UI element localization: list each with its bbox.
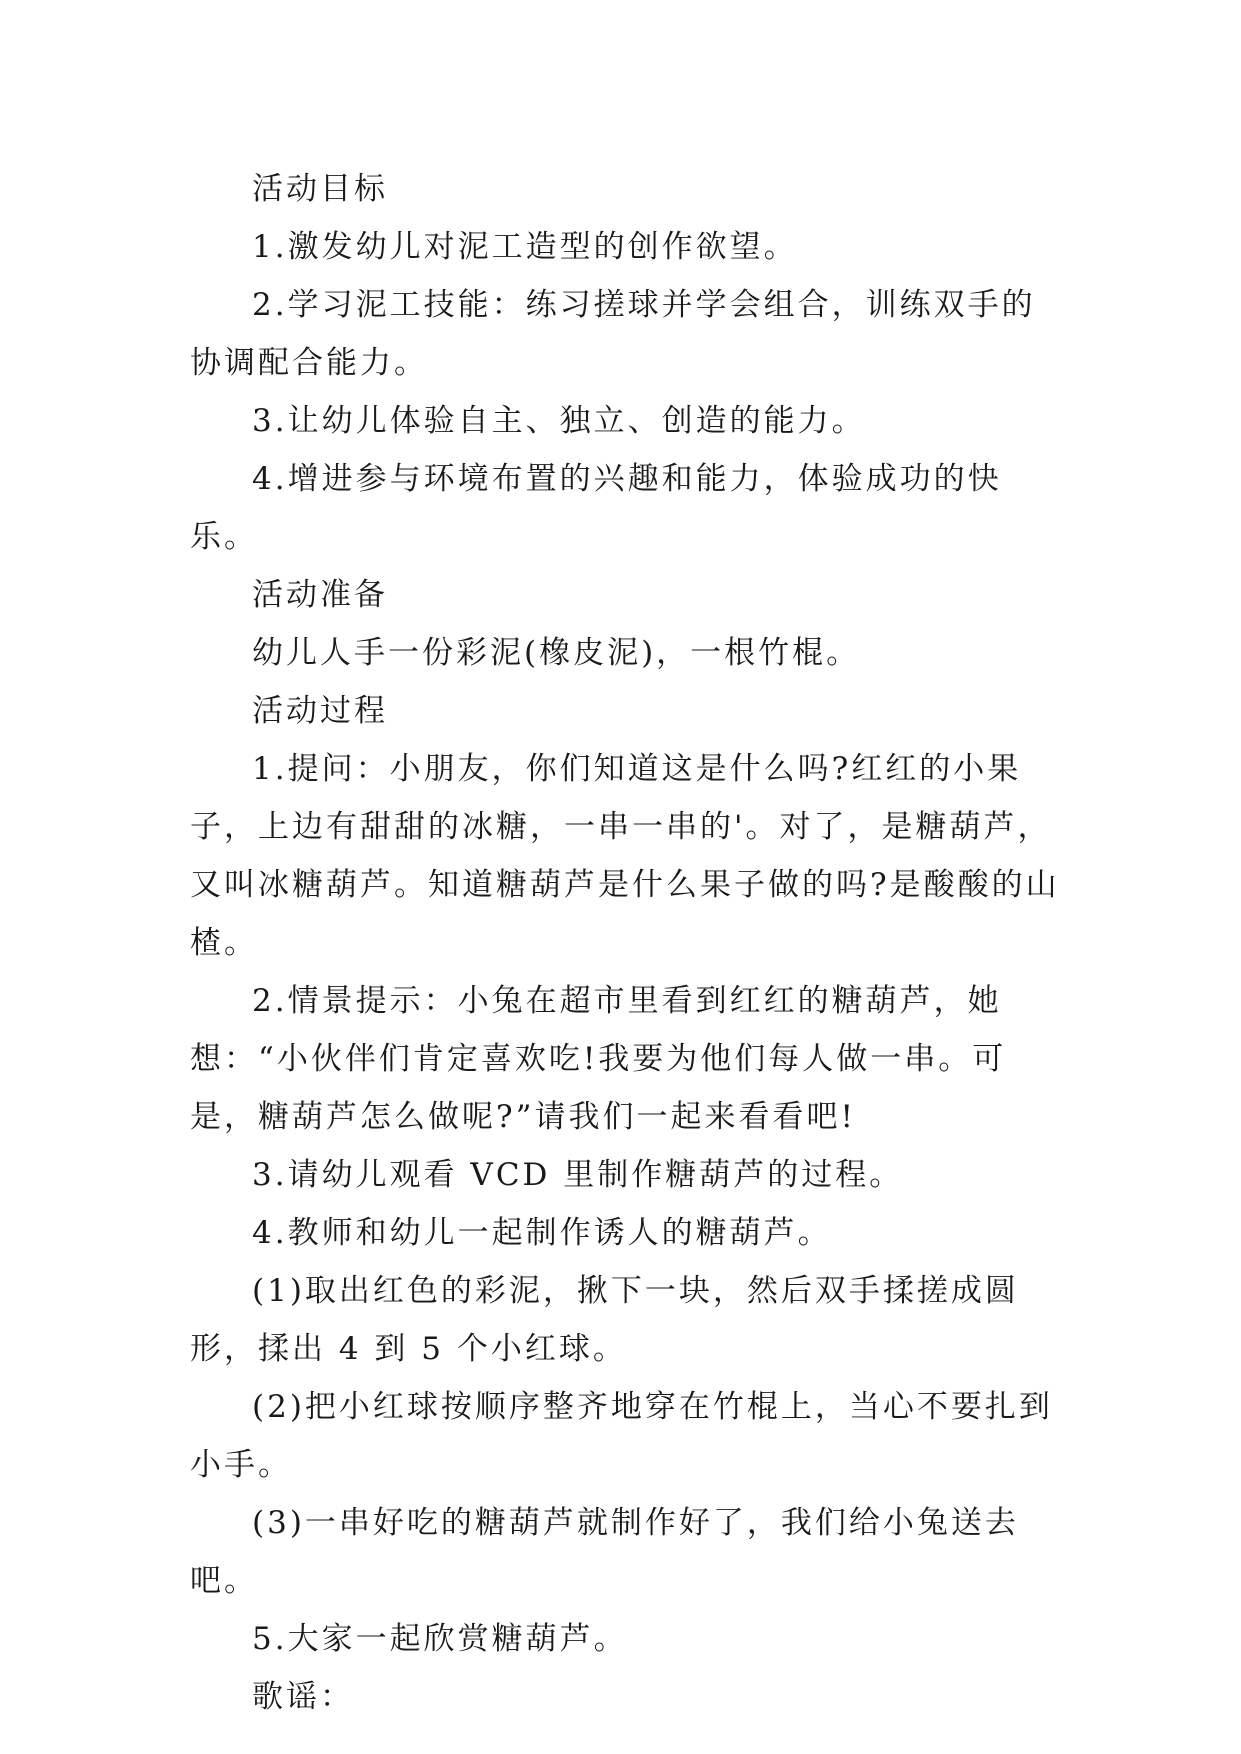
document-body [190,160,1060,1726]
process-step-4: 4.教师和幼儿一起制作诱人的糖葫芦。 [252,1215,832,1251]
goal-item-4: 4.增进参与环境布置的兴趣和能力，体验成功的快乐。 [190,461,1002,555]
process-substep-3: (3)一串好吃的糖葫芦就制作好了，我们给小兔送去吧。 [190,1505,1019,1599]
process-step-5: 5.大家一起欣赏糖葫芦。 [252,1621,628,1657]
section-heading-goals: 活动目标 [252,171,388,207]
process-substep-2: (2)把小红球按顺序整齐地穿在竹棍上，当心不要扎到小手。 [190,1389,1053,1483]
section-heading-process: 活动过程 [252,693,388,729]
section-heading-rhyme: 歌谣： [252,1679,354,1715]
goal-item-2: 2.学习泥工技能：练习搓球并学会组合，训练双手的协调配合能力。 [190,287,1036,381]
goal-item-1: 1.激发幼儿对泥工造型的创作欲望。 [252,229,798,265]
process-step-3: 3.请幼儿观看 VCD 里制作糖葫芦的过程。 [252,1157,904,1193]
process-step-2: 2.情景提示：小兔在超市里看到红红的糖葫芦，她想：“小伙伴们肯定喜欢吃!我要为他们每人做一串。可是，糖葫芦怎么做呢?”请我们一起来看看吧! [190,983,1007,1135]
process-substep-1: (1)取出红色的彩泥，揪下一块，然后双手揉搓成圆形，揉出 4 到 5 个小红球。 [190,1273,1019,1367]
goal-item-3: 3.让幼儿体验自主、独立、创造的能力。 [252,403,866,439]
section-heading-preparation: 活动准备 [252,577,388,613]
preparation-text: 幼儿人手一份彩泥(橡皮泥)，一根竹棍。 [252,635,861,671]
process-step-1: 1.提问：小朋友，你们知道这是什么吗?红红的小果子，上边有甜甜的冰糖，一串一串的'。对了，是糖葫芦，又叫冰糖葫芦。知道糖葫芦是什么果子做的吗?是酸酸的山楂。 [190,751,1060,961]
